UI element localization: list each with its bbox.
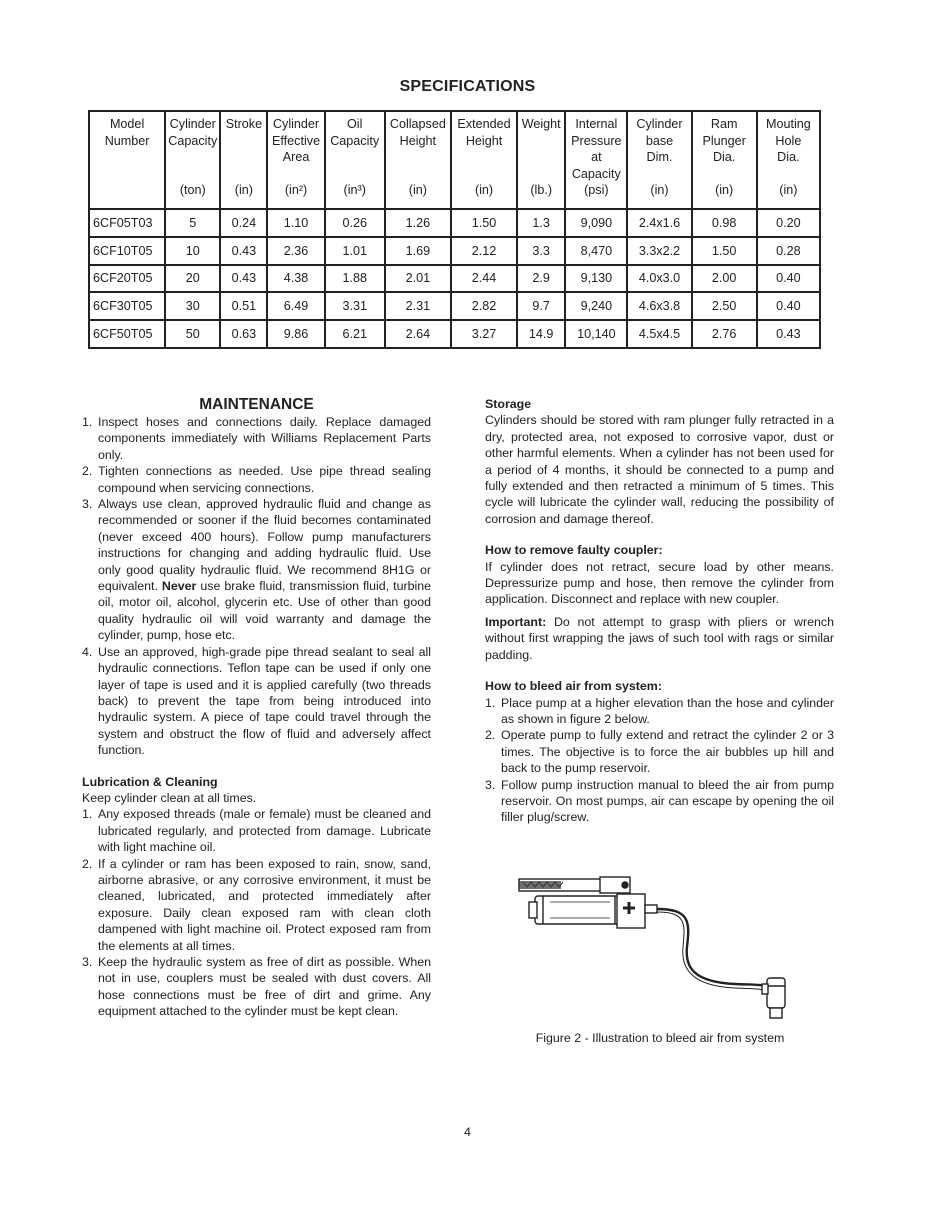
list-item: 2. Tighten connections as needed. Use pipe thread sealing compound when servicing connections. (82, 464, 431, 495)
list-item: 4. Use an approved, high-grade pipe thread sealant to seal all hydraulic connections. Teflon tape can be used if only one layer of tape is used and it is applied carefully (two threads back) to prevent the tape from being introduced into hydraulic system. A piece of tape could travel through the system and obstruct the flow of fluid and adversely affect function. (82, 644, 431, 758)
maintenance-list (82, 414, 431, 759)
important-note: Important: Do not attempt to grasp with pliers or wrench without first wrapping the jaws of such tool with rags or similar padding. (485, 614, 834, 662)
header-oil: Oil Capacity (in³) (325, 111, 385, 209)
header-pressure: Internal Pressure at Capacity (psi) (565, 111, 627, 209)
table-cell: 0.26 (325, 209, 385, 237)
list-item: 1. Place pump at a higher elevation than the hose and cylinder as shown in figure 2 below. (485, 695, 834, 726)
table-cell: 0.40 (757, 292, 820, 320)
table-cell: 0.24 (220, 209, 267, 237)
header-extended: Extended Height (in) (451, 111, 517, 209)
table-cell: 3.3x2.2 (627, 237, 691, 265)
table-cell: 6.49 (267, 292, 324, 320)
table-cell: 9,090 (565, 209, 627, 237)
table-cell: 1.26 (385, 209, 451, 237)
table-cell: 2.50 (692, 292, 757, 320)
table-cell: 0.51 (220, 292, 267, 320)
coupler-title: How to remove faulty coupler: (485, 543, 663, 558)
table-row (89, 209, 820, 237)
table-cell: 2.12 (451, 237, 517, 265)
table-cell: 10 (165, 237, 220, 265)
table-cell: 9,130 (565, 265, 627, 293)
lubrication-list (82, 806, 431, 1019)
table-cell: 6.21 (325, 320, 385, 348)
list-item: 2. Operate pump to fully extend and retract the cylinder 2 or 3 times. The objective is to force the air bubbles up hill and back to the pump reservoir. (485, 728, 834, 776)
specifications-title: SPECIFICATIONS (399, 78, 536, 95)
bleed-title: How to bleed air from system: (485, 679, 662, 694)
table-cell: 2.36 (267, 237, 324, 265)
table-cell: 1.10 (267, 209, 324, 237)
table-cell: 10,140 (565, 320, 627, 348)
table-cell: 1.3 (517, 209, 565, 237)
table-cell: 1.01 (325, 237, 385, 265)
list-item: 1. Inspect hoses and connections daily. Replace damaged components immediately with Williams Replacement Parts only. (82, 415, 431, 462)
bleed-list (485, 695, 834, 826)
list-item: 3. Keep the hydraulic system as free of dirt as possible. When not in use, couplers must be sealed with dust covers. All hose connections must be free of dirt and grime. Any equipment attached to the cylinder must be kept clean. (82, 955, 431, 1019)
hand-pump-hose-cylinder-illustration-icon (515, 872, 795, 1022)
list-item: 3. Follow pump instruction manual to bleed the air from pump reservoir. On most pumps, air can escape by opening the oil filler plug/screw. (485, 777, 834, 825)
table-cell: 3.31 (325, 292, 385, 320)
table-cell: 0.98 (692, 209, 757, 237)
table-cell: 2.76 (692, 320, 757, 348)
left-column (82, 396, 431, 1020)
table-cell: 4.0x3.0 (627, 265, 691, 293)
header-stroke: Stroke (in) (220, 111, 267, 209)
page-number: 4 (464, 1125, 471, 1139)
table-header-row (89, 111, 820, 209)
table-cell: 9.7 (517, 292, 565, 320)
header-collapsed: Collapsed Height (in) (385, 111, 451, 209)
table-cell: 0.28 (757, 237, 820, 265)
table-cell: 3.27 (451, 320, 517, 348)
table-cell: 2.01 (385, 265, 451, 293)
header-hole: Mouting Hole Dia. (in) (757, 111, 820, 209)
table-cell: 0.43 (220, 265, 267, 293)
table-cell: 1.50 (451, 209, 517, 237)
never-emphasis: Never (161, 579, 197, 594)
table-cell: 2.64 (385, 320, 451, 348)
list-item: 1. Any exposed threads (male or female) must be cleaned and lubricated regularly, and protected from damage. Lubricate with light machine oil. (82, 807, 431, 855)
header-area: Cylinder Effective Area (in²) (267, 111, 324, 209)
coupler-text: If cylinder does not retract, secure load by other means. Depressurize pump and hose, then remove the cylinder from application. Disconnect and replace with new coupler. (485, 559, 834, 607)
table-cell: 4.6x3.8 (627, 292, 691, 320)
table-cell: 0.43 (220, 237, 267, 265)
table-cell: 5 (165, 209, 220, 237)
list-item: 2. If a cylinder or ram has been exposed to rain, snow, sand, airborne abrasive, or any corrosive environment, it must be cleaned, lubricated, and protected immediately after exposure. Daily clean exposed ram with clean cloth dampened with light machine oil. Protect exposed ram from the elements at all times. (82, 856, 431, 953)
table-cell: 30 (165, 292, 220, 320)
table-cell: 4.5x4.5 (627, 320, 691, 348)
table-cell: 2.82 (451, 292, 517, 320)
table-cell: 2.4x1.6 (627, 209, 691, 237)
table-cell: 0.63 (220, 320, 267, 348)
table-cell: 2.44 (451, 265, 517, 293)
table-cell: 6CF05T03 (89, 209, 165, 237)
list-item: 3. Always use clean, approved hydraulic fluid and change as recommended or sooner if the fluid becomes contaminated (never exceed 400 hours). Follow pump manufacturers instructions for changing and adding hydraulic fluid. Use only good quality hydraulic fluid. We recommend 8H1G or equivalent. Never use brake fluid, transmission fluid, turbine oil, motor oil, alcohol, glycerin etc. Use of other than good quality hydraulic oil will void warranty and damage the cylinder, pump, hose etc. (82, 497, 432, 643)
table-cell: 1.69 (385, 237, 451, 265)
table-cell: 0.40 (757, 265, 820, 293)
header-model: Model Number (89, 111, 165, 209)
header-plunger: Ram Plunger Dia. (in) (692, 111, 757, 209)
pump-illustration (515, 872, 795, 1022)
storage-text: Cylinders should be stored with ram plunger fully retracted in a dry, protected area, not exposed to corrosive vapor, dust or other harmful elements. When a cylinder has not been used for a period of 4 months, it should be connected to a pump and fully extended and then retracted a minimum of 5 times. This cycle will lubricate the cylinder wall, reducing the possibility of corrosion and damage thereof. (485, 413, 834, 526)
table-cell: 3.3 (517, 237, 565, 265)
table-cell: 9.86 (267, 320, 324, 348)
important-label: Important: (485, 614, 547, 629)
table-row (89, 237, 820, 265)
table-row (89, 265, 820, 293)
table-cell: 1.88 (325, 265, 385, 293)
figure-caption: Figure 2 - Illustration to bleed air from system (535, 1031, 785, 1045)
header-weight: Weight (lb.) (517, 111, 565, 209)
right-column (485, 396, 834, 826)
table-cell: 20 (165, 265, 220, 293)
maintenance-title: MAINTENANCE (199, 396, 314, 413)
table-cell: 2.9 (517, 265, 565, 293)
table-row (89, 292, 820, 320)
table-cell: 6CF10T05 (89, 237, 165, 265)
table-cell: 6CF20T05 (89, 265, 165, 293)
storage-title: Storage (485, 397, 532, 411)
table-cell: 2.00 (692, 265, 757, 293)
table-cell: 14.9 (517, 320, 565, 348)
table-cell: 2.31 (385, 292, 451, 320)
table-cell: 9,240 (565, 292, 627, 320)
table-cell: 0.43 (757, 320, 820, 348)
table-cell: 1.50 (692, 237, 757, 265)
header-capacity: Cylinder Capacity (ton) (165, 111, 220, 209)
lubrication-title: Lubrication & Cleaning (82, 774, 218, 789)
table-cell: 0.20 (757, 209, 820, 237)
table-cell: 50 (165, 320, 220, 348)
table-cell: 6CF50T05 (89, 320, 165, 348)
lubrication-intro: Keep cylinder clean at all times. (82, 790, 257, 805)
specifications-table (88, 110, 821, 349)
header-base-dim: Cylinder base Dim. (in) (627, 111, 691, 209)
table-cell: 4.38 (267, 265, 324, 293)
table-cell: 6CF30T05 (89, 292, 165, 320)
table-cell: 8,470 (565, 237, 627, 265)
table-row (89, 320, 820, 348)
